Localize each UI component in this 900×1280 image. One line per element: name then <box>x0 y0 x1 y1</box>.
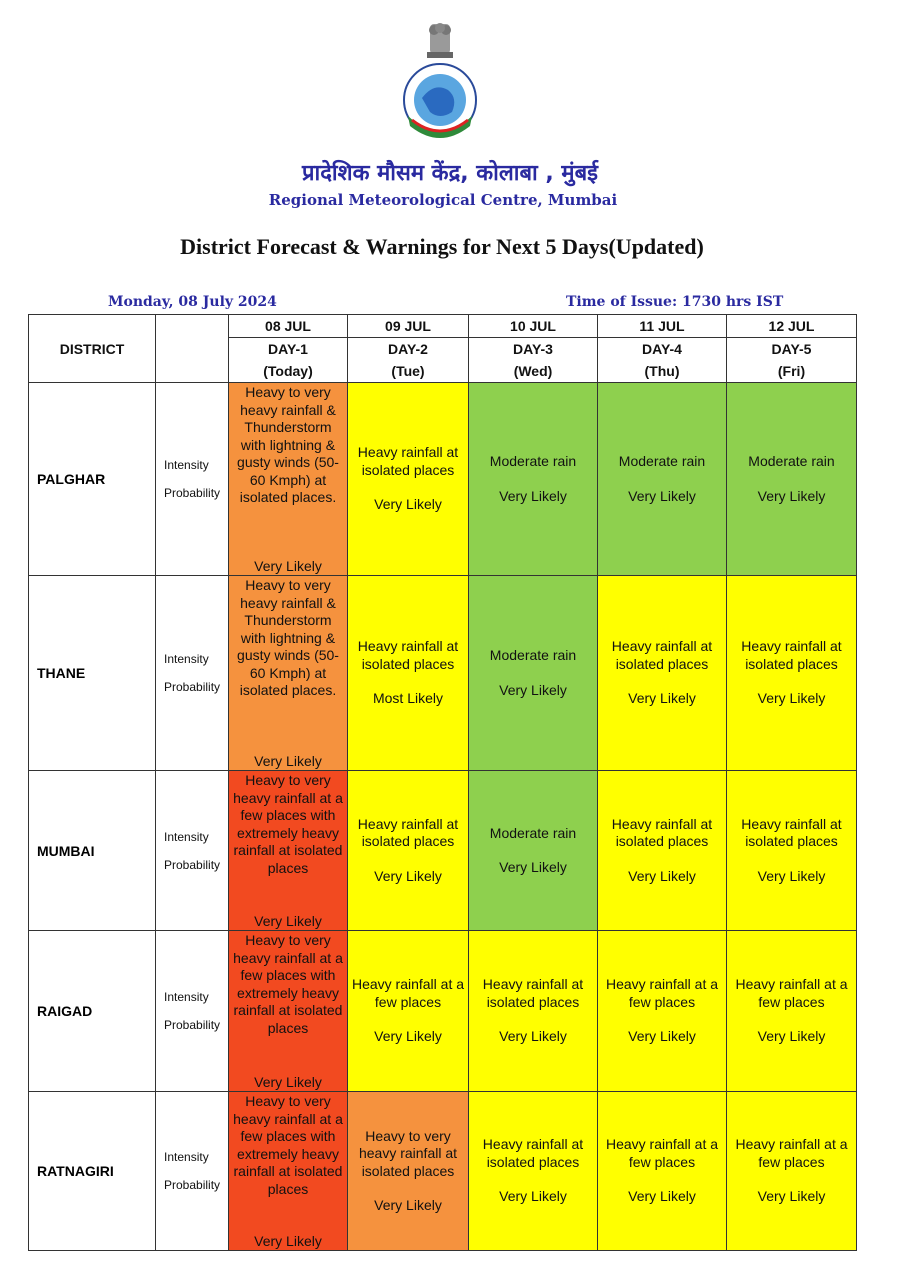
forecast-table <box>28 314 857 1251</box>
imd-emblem-logo <box>400 20 480 142</box>
forecast-cell <box>229 771 348 931</box>
forecast-intensity: Moderate rain <box>489 824 577 841</box>
forecast-intensity: Heavy rainfall at isolated places <box>357 638 459 672</box>
forecast-cell <box>348 931 469 1092</box>
forecast-probability: Very Likely <box>628 867 696 884</box>
forecast-probability: Very Likely <box>254 912 322 929</box>
forecast-cell <box>348 1092 469 1251</box>
probability-label: Probability <box>164 1018 221 1032</box>
forecast-cell <box>598 931 727 1092</box>
district-row <box>29 576 857 771</box>
forecast-probability: Very Likely <box>757 1188 826 1205</box>
forecast-probability: Very Likely <box>374 1028 442 1045</box>
label-column-header <box>156 315 229 383</box>
intensity-label: Intensity <box>164 1150 209 1164</box>
forecast-probability: Very Likely <box>757 487 826 504</box>
intensity-probability-labels <box>156 771 229 931</box>
forecast-intensity: Heavy rainfall at isolated places <box>611 815 713 850</box>
forecast-probability: Very Likely <box>374 496 442 513</box>
day-date-header: 10 JUL <box>469 315 598 338</box>
district-name: MUMBAI <box>29 771 156 931</box>
day-name-header: (Fri) <box>727 360 857 383</box>
day-number-header: DAY-4 <box>598 338 727 361</box>
district-name: THANE <box>29 576 156 771</box>
day-date-header: 12 JUL <box>727 315 857 338</box>
forecast-cell <box>348 771 469 931</box>
forecast-intensity: Heavy rainfall at a few places <box>735 976 848 1010</box>
forecast-cell <box>598 576 727 771</box>
forecast-probability: Very Likely <box>499 859 567 875</box>
forecast-probability: Very Likely <box>628 487 696 504</box>
forecast-intensity: Heavy to very heavy rainfall at a few places with extremely heavy rainfall at isolated places <box>233 1093 343 1197</box>
district-column-header: DISTRICT <box>29 315 156 383</box>
forecast-probability: Most Likely <box>372 690 444 707</box>
forecast-cell <box>727 1092 857 1251</box>
forecast-intensity: Heavy rainfall at isolated places <box>357 444 459 478</box>
forecast-probability: Very Likely <box>499 1028 567 1045</box>
intensity-probability-labels <box>156 1092 229 1251</box>
national-emblem-icon <box>427 23 453 58</box>
intensity-probability-labels <box>156 931 229 1092</box>
issue-time: Time of Issue: 1730 hrs IST <box>566 294 784 310</box>
forecast-intensity: Moderate rain <box>489 647 577 663</box>
forecast-probability: Very Likely <box>628 1188 696 1205</box>
forecast-probability: Very Likely <box>254 557 322 574</box>
forecast-intensity: Heavy rainfall at a few places <box>605 1136 719 1170</box>
day-date-header: 11 JUL <box>598 315 727 338</box>
forecast-intensity: Moderate rain <box>618 453 706 469</box>
forecast-probability: Very Likely <box>499 681 567 698</box>
forecast-probability: Very Likely <box>757 690 826 707</box>
forecast-probability: Very Likely <box>628 1028 696 1045</box>
forecast-probability: Very Likely <box>757 867 826 884</box>
centre-name-hindi: प्रादेशिक मौसम केंद्र, कोलाबा , मुंबई <box>302 161 598 186</box>
forecast-intensity: Heavy rainfall at isolated places <box>741 815 842 850</box>
forecast-cell <box>469 771 598 931</box>
district-row <box>29 383 857 576</box>
forecast-intensity: Heavy rainfall at a few places <box>735 1136 848 1170</box>
day-name-header: (Tue) <box>348 360 469 383</box>
day-date-header: 08 JUL <box>229 315 348 338</box>
forecast-intensity: Heavy rainfall at isolated places <box>741 638 842 672</box>
intensity-label: Intensity <box>164 829 209 844</box>
forecast-intensity: Moderate rain <box>748 453 835 469</box>
day-name-header: (Wed) <box>469 360 598 383</box>
day-number-header: DAY-1 <box>229 338 348 361</box>
day-name-header: (Thu) <box>598 360 727 383</box>
forecast-cell <box>598 771 727 931</box>
forecast-probability: Very Likely <box>757 1028 826 1045</box>
forecast-cell <box>727 931 857 1092</box>
district-row <box>29 1092 857 1251</box>
forecast-intensity: Heavy rainfall at isolated places <box>482 976 584 1010</box>
forecast-cell <box>598 383 727 576</box>
district-name: RATNAGIRI <box>29 1092 156 1251</box>
forecast-cell <box>348 383 469 576</box>
header-row-dates <box>29 315 857 338</box>
district-name: RAIGAD <box>29 931 156 1092</box>
forecast-intensity: Heavy rainfall at isolated places <box>611 638 713 672</box>
intensity-label: Intensity <box>164 458 209 472</box>
document-title: District Forecast & Warnings for Next 5 Days(Updated) <box>180 234 704 259</box>
forecast-intensity: Heavy to very heavy rainfall at isolated places <box>358 1127 458 1179</box>
forecast-probability: Very Likely <box>499 487 567 504</box>
forecast-cell <box>229 576 348 771</box>
forecast-intensity: Heavy rainfall at a few places <box>605 976 719 1010</box>
forecast-intensity: Heavy rainfall at a few places <box>351 976 465 1010</box>
forecast-cell <box>727 771 857 931</box>
probability-label: Probability <box>164 857 221 872</box>
forecast-intensity: Heavy to very heavy rainfall & Thunderstorm with lightning & gusty winds (50-60 Kmph) at isolated places. <box>237 577 339 698</box>
day-number-header: DAY-5 <box>727 338 857 361</box>
day-number-header: DAY-3 <box>469 338 598 361</box>
forecast-cell <box>727 383 857 576</box>
forecast-intensity: Heavy to very heavy rainfall at a few places with extremely heavy rainfall at isolated places <box>233 932 343 1036</box>
forecast-intensity: Heavy rainfall at isolated places <box>357 815 459 850</box>
forecast-intensity: Heavy to very heavy rainfall & Thunderstorm with lightning & gusty winds (50-60 Kmph) at isolated places. <box>237 384 339 505</box>
forecast-probability: Very Likely <box>374 867 442 884</box>
district-row <box>29 771 857 931</box>
forecast-cell <box>229 931 348 1092</box>
forecast-cell <box>469 383 598 576</box>
intensity-probability-labels <box>156 383 229 576</box>
forecast-cell <box>469 1092 598 1251</box>
centre-name-english: Regional Meteorological Centre, Mumbai <box>268 191 618 209</box>
day-name-header: (Today) <box>229 360 348 383</box>
forecast-intensity: Moderate rain <box>489 453 577 469</box>
forecast-probability: Very Likely <box>374 1197 442 1213</box>
forecast-intensity: Heavy to very heavy rainfall at a few places with extremely heavy rainfall at isolated places <box>233 772 343 876</box>
district-name: PALGHAR <box>29 383 156 576</box>
probability-label: Probability <box>164 1178 221 1192</box>
forecast-cell <box>727 576 857 771</box>
forecast-probability: Very Likely <box>499 1188 567 1205</box>
day-date-header: 09 JUL <box>348 315 469 338</box>
forecast-cell <box>469 931 598 1092</box>
probability-label: Probability <box>164 680 221 694</box>
forecast-probability: Very Likely <box>254 752 322 769</box>
intensity-label: Intensity <box>164 990 209 1004</box>
district-row <box>29 931 857 1092</box>
forecast-cell <box>229 1092 348 1251</box>
forecast-cell <box>598 1092 727 1251</box>
probability-label: Probability <box>164 486 221 500</box>
forecast-cell <box>469 576 598 771</box>
intensity-label: Intensity <box>164 652 209 666</box>
forecast-probability: Very Likely <box>254 1232 322 1249</box>
day-number-header: DAY-2 <box>348 338 469 361</box>
forecast-probability: Very Likely <box>254 1073 322 1090</box>
forecast-probability: Very Likely <box>628 690 696 707</box>
forecast-cell <box>348 576 469 771</box>
forecast-cell <box>229 383 348 576</box>
issue-date: Monday, 08 July 2024 <box>108 294 277 310</box>
forecast-intensity: Heavy rainfall at isolated places <box>482 1136 584 1170</box>
intensity-probability-labels <box>156 576 229 771</box>
